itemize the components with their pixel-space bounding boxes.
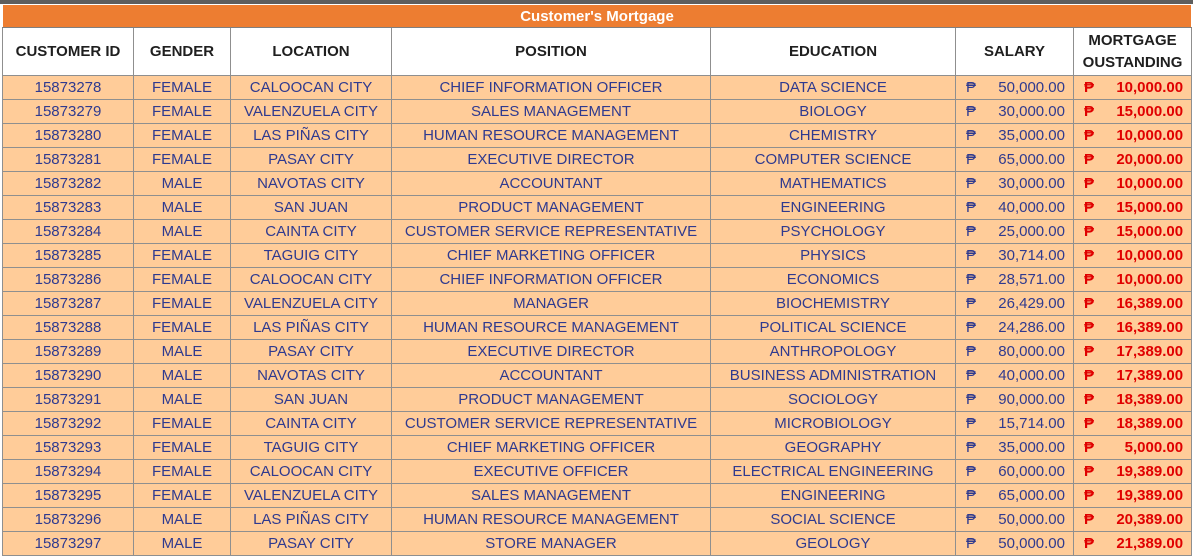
location-cell[interactable]: LAS PIÑAS CITY [231, 124, 392, 148]
location-cell[interactable]: VALENZUELA CITY [231, 100, 392, 124]
table-row [3, 340, 1192, 364]
peso-sign: ₱ [966, 223, 977, 240]
peso-sign: ₱ [966, 535, 977, 552]
customer-id-cell[interactable]: 15873279 [3, 100, 134, 124]
peso-sign: ₱ [966, 199, 977, 216]
education-cell[interactable]: DATA SCIENCE [711, 76, 956, 100]
gender-cell[interactable]: MALE [134, 388, 231, 412]
peso-sign: ₱ [966, 295, 977, 312]
mortgage-cell[interactable] [1074, 244, 1192, 268]
salary-cell-amount: 65,000.00 [998, 151, 1065, 168]
table-row [3, 172, 1192, 196]
peso-sign: ₱ [966, 367, 977, 384]
location-cell[interactable]: VALENZUELA CITY [231, 292, 392, 316]
peso-sign: ₱ [1084, 391, 1095, 408]
salary-cell-amount: 35,000.00 [998, 439, 1065, 456]
mortgage-cell[interactable] [1074, 460, 1192, 484]
header-gender: GENDER [134, 28, 231, 76]
peso-sign: ₱ [1084, 199, 1095, 216]
peso-sign: ₱ [1084, 271, 1095, 288]
salary-cell[interactable] [956, 340, 1074, 364]
education-cell[interactable]: ENGINEERING [711, 484, 956, 508]
education-cell[interactable]: SOCIOLOGY [711, 388, 956, 412]
gender-cell[interactable]: FEMALE [134, 100, 231, 124]
location-cell[interactable]: CAINTA CITY [231, 412, 392, 436]
mortgage-cell-amount: 19,389.00 [1116, 463, 1184, 480]
location-cell[interactable]: PASAY CITY [231, 148, 392, 172]
peso-sign: ₱ [966, 103, 977, 120]
salary-cell[interactable] [956, 76, 1074, 100]
customer-id-cell[interactable]: 15873280 [3, 124, 134, 148]
gender-cell[interactable]: MALE [134, 340, 231, 364]
mortgage-cell-amount: 21,389.00 [1116, 535, 1184, 552]
mortgage-cell-amount: 17,389.00 [1116, 367, 1184, 384]
mortgage-cell[interactable] [1074, 172, 1192, 196]
mortgage-cell-amount: 10,000.00 [1116, 175, 1184, 192]
table-row [3, 292, 1192, 316]
salary-cell-amount: 50,000.00 [998, 79, 1065, 96]
position-cell[interactable]: STORE MANAGER [392, 532, 711, 556]
position-cell[interactable]: EXECUTIVE OFFICER [392, 460, 711, 484]
education-cell[interactable]: GEOLOGY [711, 532, 956, 556]
location-cell[interactable]: TAGUIG CITY [231, 436, 392, 460]
salary-cell[interactable] [956, 532, 1074, 556]
education-cell[interactable]: CHEMISTRY [711, 124, 956, 148]
education-cell[interactable]: ELECTRICAL ENGINEERING [711, 460, 956, 484]
peso-sign: ₱ [966, 271, 977, 288]
table-row [3, 388, 1192, 412]
salary-cell[interactable] [956, 196, 1074, 220]
table-title: Customer's Mortgage [3, 5, 1192, 28]
position-cell[interactable]: CUSTOMER SERVICE REPRESENTATIVE [392, 412, 711, 436]
table-row [3, 436, 1192, 460]
location-cell[interactable]: VALENZUELA CITY [231, 484, 392, 508]
peso-sign: ₱ [1084, 319, 1095, 336]
salary-cell-amount: 50,000.00 [998, 535, 1065, 552]
mortgage-cell[interactable] [1074, 508, 1192, 532]
customer-id-cell[interactable]: 15873282 [3, 172, 134, 196]
gender-cell[interactable]: FEMALE [134, 244, 231, 268]
salary-cell-amount: 50,000.00 [998, 511, 1065, 528]
location-cell[interactable]: CAINTA CITY [231, 220, 392, 244]
education-cell[interactable]: ECONOMICS [711, 268, 956, 292]
header-education: EDUCATION [711, 28, 956, 76]
header-salary: SALARY [956, 28, 1074, 76]
salary-cell-amount: 26,429.00 [998, 295, 1065, 312]
peso-sign: ₱ [966, 127, 977, 144]
gender-cell[interactable]: FEMALE [134, 268, 231, 292]
peso-sign: ₱ [1084, 439, 1095, 456]
peso-sign: ₱ [966, 247, 977, 264]
location-cell[interactable]: NAVOTAS CITY [231, 172, 392, 196]
peso-sign: ₱ [1084, 175, 1095, 192]
header-row [3, 28, 1192, 76]
gender-cell[interactable]: FEMALE [134, 124, 231, 148]
location-cell[interactable]: NAVOTAS CITY [231, 364, 392, 388]
mortgage-cell[interactable] [1074, 100, 1192, 124]
mortgage-cell[interactable] [1074, 340, 1192, 364]
salary-cell[interactable] [956, 124, 1074, 148]
customer-id-cell[interactable]: 15873285 [3, 244, 134, 268]
customer-id-cell[interactable]: 15873287 [3, 292, 134, 316]
salary-cell-amount: 90,000.00 [998, 391, 1065, 408]
salary-cell-amount: 30,714.00 [998, 247, 1065, 264]
location-cell[interactable]: TAGUIG CITY [231, 244, 392, 268]
table-row [3, 244, 1192, 268]
salary-cell[interactable] [956, 388, 1074, 412]
position-cell[interactable]: PRODUCT MANAGEMENT [392, 388, 711, 412]
mortgage-table [2, 4, 1192, 556]
peso-sign: ₱ [1084, 295, 1095, 312]
mortgage-cell[interactable] [1074, 316, 1192, 340]
salary-cell[interactable] [956, 412, 1074, 436]
customer-id-cell[interactable]: 15873283 [3, 196, 134, 220]
mortgage-cell[interactable] [1074, 196, 1192, 220]
salary-cell[interactable] [956, 292, 1074, 316]
peso-sign: ₱ [1084, 223, 1095, 240]
mortgage-cell-amount: 10,000.00 [1116, 271, 1184, 288]
salary-cell-amount: 25,000.00 [998, 223, 1065, 240]
education-cell[interactable]: SOCIAL SCIENCE [711, 508, 956, 532]
education-cell[interactable]: BIOLOGY [711, 100, 956, 124]
peso-sign: ₱ [966, 463, 977, 480]
mortgage-cell-amount: 20,389.00 [1116, 511, 1184, 528]
table-body [3, 76, 1192, 556]
customer-id-cell[interactable]: 15873286 [3, 268, 134, 292]
peso-sign: ₱ [1084, 247, 1095, 264]
salary-cell-amount: 65,000.00 [998, 487, 1065, 504]
mortgage-cell[interactable] [1074, 532, 1192, 556]
education-cell[interactable]: MATHEMATICS [711, 172, 956, 196]
mortgage-cell[interactable] [1074, 484, 1192, 508]
peso-sign: ₱ [1084, 511, 1095, 528]
mortgage-cell-amount: 10,000.00 [1116, 79, 1184, 96]
table-row [3, 196, 1192, 220]
position-cell[interactable]: HUMAN RESOURCE MANAGEMENT [392, 316, 711, 340]
location-cell[interactable]: CALOOCAN CITY [231, 76, 392, 100]
header-position: POSITION [392, 28, 711, 76]
education-cell[interactable]: POLITICAL SCIENCE [711, 316, 956, 340]
header-mortgage-outstanding: MORTGAGE OUSTANDING [1074, 28, 1192, 76]
customer-id-cell[interactable]: 15873278 [3, 76, 134, 100]
salary-cell[interactable] [956, 220, 1074, 244]
mortgage-cell[interactable] [1074, 388, 1192, 412]
customer-id-cell[interactable]: 15873297 [3, 532, 134, 556]
table-row [3, 460, 1192, 484]
gender-cell[interactable]: FEMALE [134, 148, 231, 172]
customer-id-cell[interactable]: 15873293 [3, 436, 134, 460]
table-row [3, 220, 1192, 244]
salary-cell-amount: 40,000.00 [998, 199, 1065, 216]
gender-cell[interactable]: MALE [134, 196, 231, 220]
position-cell[interactable]: HUMAN RESOURCE MANAGEMENT [392, 124, 711, 148]
position-cell[interactable]: EXECUTIVE DIRECTOR [392, 148, 711, 172]
table-row [3, 508, 1192, 532]
table-row [3, 100, 1192, 124]
position-cell[interactable]: EXECUTIVE DIRECTOR [392, 340, 711, 364]
header-location: LOCATION [231, 28, 392, 76]
mortgage-cell[interactable] [1074, 412, 1192, 436]
position-cell[interactable]: CHIEF MARKETING OFFICER [392, 436, 711, 460]
mortgage-cell-amount: 10,000.00 [1116, 247, 1184, 264]
location-cell[interactable]: PASAY CITY [231, 532, 392, 556]
salary-cell-amount: 30,000.00 [998, 175, 1065, 192]
mortgage-cell-amount: 10,000.00 [1116, 127, 1184, 144]
education-cell[interactable]: MICROBIOLOGY [711, 412, 956, 436]
peso-sign: ₱ [1084, 79, 1095, 96]
peso-sign: ₱ [1084, 487, 1095, 504]
table-row [3, 316, 1192, 340]
gender-cell[interactable]: MALE [134, 532, 231, 556]
position-cell[interactable]: PRODUCT MANAGEMENT [392, 196, 711, 220]
mortgage-cell-amount: 16,389.00 [1116, 319, 1184, 336]
gender-cell[interactable]: FEMALE [134, 484, 231, 508]
mortgage-cell[interactable] [1074, 292, 1192, 316]
salary-cell[interactable] [956, 460, 1074, 484]
customer-id-cell[interactable]: 15873291 [3, 388, 134, 412]
gender-cell[interactable]: FEMALE [134, 436, 231, 460]
customer-id-cell[interactable]: 15873284 [3, 220, 134, 244]
mortgage-cell-amount: 19,389.00 [1116, 487, 1184, 504]
salary-cell-amount: 30,000.00 [998, 103, 1065, 120]
mortgage-cell[interactable] [1074, 148, 1192, 172]
location-cell[interactable]: SAN JUAN [231, 196, 392, 220]
position-cell[interactable]: MANAGER [392, 292, 711, 316]
peso-sign: ₱ [966, 79, 977, 96]
education-cell[interactable]: BIOCHEMISTRY [711, 292, 956, 316]
mortgage-cell-amount: 15,000.00 [1116, 199, 1184, 216]
header-customer-id: CUSTOMER ID [3, 28, 134, 76]
gender-cell[interactable]: FEMALE [134, 412, 231, 436]
table-row [3, 124, 1192, 148]
table-row [3, 364, 1192, 388]
gender-cell[interactable]: FEMALE [134, 460, 231, 484]
mortgage-cell[interactable] [1074, 220, 1192, 244]
salary-cell[interactable] [956, 436, 1074, 460]
salary-cell[interactable] [956, 100, 1074, 124]
peso-sign: ₱ [1084, 535, 1095, 552]
location-cell[interactable]: LAS PIÑAS CITY [231, 508, 392, 532]
salary-cell[interactable] [956, 244, 1074, 268]
salary-cell-amount: 15,714.00 [998, 415, 1065, 432]
education-cell[interactable]: PHYSICS [711, 244, 956, 268]
table-row [3, 148, 1192, 172]
peso-sign: ₱ [1084, 415, 1095, 432]
peso-sign: ₱ [966, 343, 977, 360]
gender-cell[interactable]: FEMALE [134, 76, 231, 100]
gender-cell[interactable]: MALE [134, 172, 231, 196]
mortgage-cell-amount: 17,389.00 [1116, 343, 1184, 360]
location-cell[interactable]: CALOOCAN CITY [231, 268, 392, 292]
customer-id-cell[interactable]: 15873288 [3, 316, 134, 340]
table-row [3, 76, 1192, 100]
table-row [3, 532, 1192, 556]
education-cell[interactable]: ANTHROPOLOGY [711, 340, 956, 364]
position-cell[interactable]: ACCOUNTANT [392, 172, 711, 196]
mortgage-cell[interactable] [1074, 364, 1192, 388]
table-row [3, 484, 1192, 508]
mortgage-cell[interactable] [1074, 124, 1192, 148]
position-cell[interactable]: HUMAN RESOURCE MANAGEMENT [392, 508, 711, 532]
salary-cell-amount: 40,000.00 [998, 367, 1065, 384]
customer-id-cell[interactable]: 15873290 [3, 364, 134, 388]
salary-cell[interactable] [956, 268, 1074, 292]
gender-cell[interactable]: FEMALE [134, 316, 231, 340]
location-cell[interactable]: LAS PIÑAS CITY [231, 316, 392, 340]
peso-sign: ₱ [1084, 151, 1095, 168]
peso-sign: ₱ [1084, 367, 1095, 384]
mortgage-cell-amount: 5,000.00 [1124, 439, 1184, 456]
mortgage-cell-amount: 18,389.00 [1116, 415, 1184, 432]
mortgage-cell-amount: 15,000.00 [1116, 223, 1184, 240]
mortgage-cell-amount: 18,389.00 [1116, 391, 1184, 408]
customer-id-cell[interactable]: 15873289 [3, 340, 134, 364]
gender-cell[interactable]: FEMALE [134, 292, 231, 316]
location-cell[interactable]: PASAY CITY [231, 340, 392, 364]
peso-sign: ₱ [1084, 103, 1095, 120]
salary-cell[interactable] [956, 148, 1074, 172]
education-cell[interactable]: PSYCHOLOGY [711, 220, 956, 244]
peso-sign: ₱ [966, 391, 977, 408]
customer-id-cell[interactable]: 15873295 [3, 484, 134, 508]
mortgage-cell[interactable] [1074, 76, 1192, 100]
position-cell[interactable]: SALES MANAGEMENT [392, 100, 711, 124]
customer-id-cell[interactable]: 15873281 [3, 148, 134, 172]
mortgage-cell-amount: 15,000.00 [1116, 103, 1184, 120]
peso-sign: ₱ [1084, 343, 1095, 360]
position-cell[interactable]: CUSTOMER SERVICE REPRESENTATIVE [392, 220, 711, 244]
peso-sign: ₱ [966, 319, 977, 336]
education-cell[interactable]: COMPUTER SCIENCE [711, 148, 956, 172]
peso-sign: ₱ [966, 151, 977, 168]
table-row [3, 412, 1192, 436]
position-cell[interactable]: SALES MANAGEMENT [392, 484, 711, 508]
table-row [3, 268, 1192, 292]
peso-sign: ₱ [1084, 127, 1095, 144]
education-cell[interactable]: BUSINESS ADMINISTRATION [711, 364, 956, 388]
education-cell[interactable]: ENGINEERING [711, 196, 956, 220]
location-cell[interactable]: SAN JUAN [231, 388, 392, 412]
peso-sign: ₱ [966, 487, 977, 504]
peso-sign: ₱ [966, 439, 977, 456]
position-cell[interactable]: CHIEF MARKETING OFFICER [392, 244, 711, 268]
position-cell[interactable]: ACCOUNTANT [392, 364, 711, 388]
customer-id-cell[interactable]: 15873292 [3, 412, 134, 436]
mortgage-cell[interactable] [1074, 268, 1192, 292]
peso-sign: ₱ [966, 511, 977, 528]
education-cell[interactable]: GEOGRAPHY [711, 436, 956, 460]
salary-cell-amount: 80,000.00 [998, 343, 1065, 360]
gender-cell[interactable]: MALE [134, 220, 231, 244]
salary-cell[interactable] [956, 508, 1074, 532]
customer-id-cell[interactable]: 15873296 [3, 508, 134, 532]
mortgage-cell[interactable] [1074, 436, 1192, 460]
salary-cell-amount: 60,000.00 [998, 463, 1065, 480]
salary-cell[interactable] [956, 316, 1074, 340]
salary-cell-amount: 28,571.00 [998, 271, 1065, 288]
customer-id-cell[interactable]: 15873294 [3, 460, 134, 484]
salary-cell[interactable] [956, 172, 1074, 196]
mortgage-cell-amount: 16,389.00 [1116, 295, 1184, 312]
salary-cell[interactable] [956, 364, 1074, 388]
peso-sign: ₱ [1084, 463, 1095, 480]
location-cell[interactable]: CALOOCAN CITY [231, 460, 392, 484]
position-cell[interactable]: CHIEF INFORMATION OFFICER [392, 76, 711, 100]
mortgage-cell-amount: 20,000.00 [1116, 151, 1184, 168]
salary-cell-amount: 24,286.00 [998, 319, 1065, 336]
salary-cell-amount: 35,000.00 [998, 127, 1065, 144]
position-cell[interactable]: CHIEF INFORMATION OFFICER [392, 268, 711, 292]
peso-sign: ₱ [966, 415, 977, 432]
peso-sign: ₱ [966, 175, 977, 192]
salary-cell[interactable] [956, 484, 1074, 508]
gender-cell[interactable]: MALE [134, 364, 231, 388]
gender-cell[interactable]: MALE [134, 508, 231, 532]
